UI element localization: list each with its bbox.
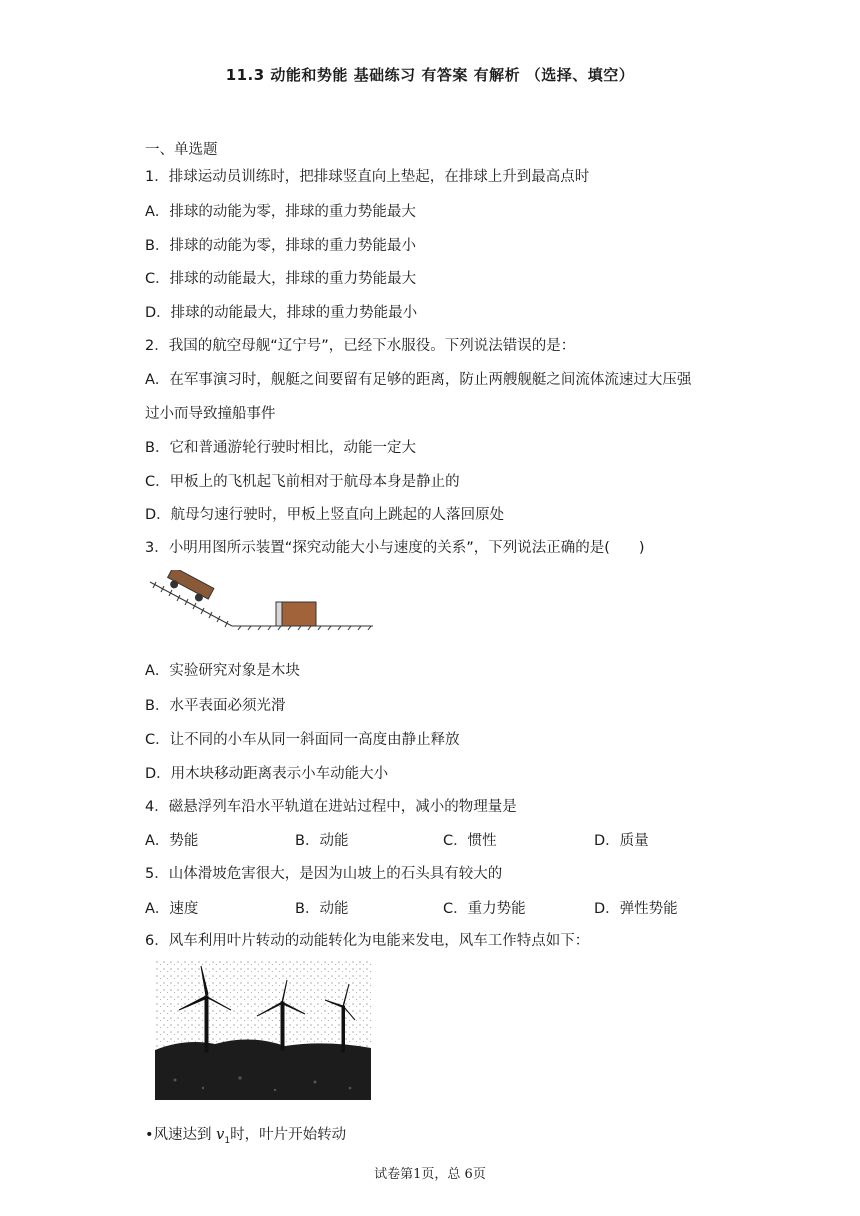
cart: [164, 570, 214, 605]
q4-option-b: B．动能: [295, 833, 349, 849]
q2-option-b: B．它和普通游轮行驶时相比，动能一定大: [145, 440, 416, 456]
q1-option-d: D．排球的动能最大，排球的重力势能最小: [145, 305, 418, 321]
section-heading: 一、单选题: [145, 142, 218, 158]
page-footer: 试卷第1页，总 6页: [374, 1167, 486, 1182]
q4-option-c: C．惯性: [443, 833, 497, 849]
q4-option-a: A．势能: [145, 833, 199, 849]
q6-bullet-pre: •风速达到: [145, 1127, 217, 1143]
q6-stem: 6．风车利用叶片转动的动能转化为电能来发电，风车工作特点如下：: [145, 933, 590, 949]
q6-bullet-var: v: [216, 1127, 225, 1143]
q6-bullet-post: 时，叶片开始转动: [230, 1127, 347, 1143]
q1-option-c: C．排球的动能最大，排球的重力势能最大: [145, 271, 417, 287]
q5-stem: 5．山体滑坡危害很大，是因为山坡上的石头具有较大的: [145, 866, 503, 882]
q3-option-c: C．让不同的小车从同一斜面同一高度由静止释放: [145, 732, 460, 748]
q6-bullet-sub: 1: [224, 1135, 231, 1146]
q2-option-a-line1: A．在军事演习时，舰艇之间要留有足够的距离，防止两艘舰艇之间流体流速过大压强: [145, 372, 692, 388]
q1-stem: 1．排球运动员训练时，把排球竖直向上垫起，在排球上升到最高点时: [145, 169, 590, 185]
q2-option-c: C．甲板上的飞机起飞前相对于航母本身是静止的: [145, 474, 460, 490]
floor-hatching: [232, 626, 373, 630]
page-title: 11.3 动能和势能 基础练习 有答案 有解析 （选择、填空）: [225, 66, 635, 84]
q3-option-d: D．用木块移动距离表示小车动能大小: [145, 766, 389, 782]
wood-block: [276, 602, 316, 626]
q2-option-a-line2: 过小而导致撞船事件: [145, 406, 276, 422]
q3-option-b: B．水平表面必须光滑: [145, 698, 286, 714]
incline-cart-figure: [148, 570, 378, 632]
q6-bullet: [145, 1123, 346, 1146]
q2-option-d: D．航母匀速行驶时，甲板上竖直向上跳起的人落回原处: [145, 507, 505, 523]
q2-stem: 2．我国的航空母舰“辽宁号”，已经下水服役。下列说法错误的是：: [145, 338, 576, 354]
q4-option-d: D．质量: [594, 833, 649, 849]
q1-option-a: A．排球的动能为零，排球的重力势能最大: [145, 204, 416, 220]
q3-option-a: A．实验研究对象是木块: [145, 663, 300, 679]
wind-turbine-photo: [155, 960, 371, 1100]
q4-stem: 4．磁悬浮列车沿水平轨道在进站过程中，减小的物理量是: [145, 799, 517, 815]
q5-option-d: D．弹性势能: [594, 901, 678, 917]
q5-option-a: A．速度: [145, 901, 199, 917]
q1-option-b: B．排球的动能为零，排球的重力势能最小: [145, 238, 416, 254]
q5-option-b: B．动能: [295, 901, 349, 917]
q5-option-c: C．重力势能: [443, 901, 526, 917]
q3-stem: 3．小明用图所示装置“探究动能大小与速度的关系”，下列说法正确的是( ): [145, 540, 645, 556]
